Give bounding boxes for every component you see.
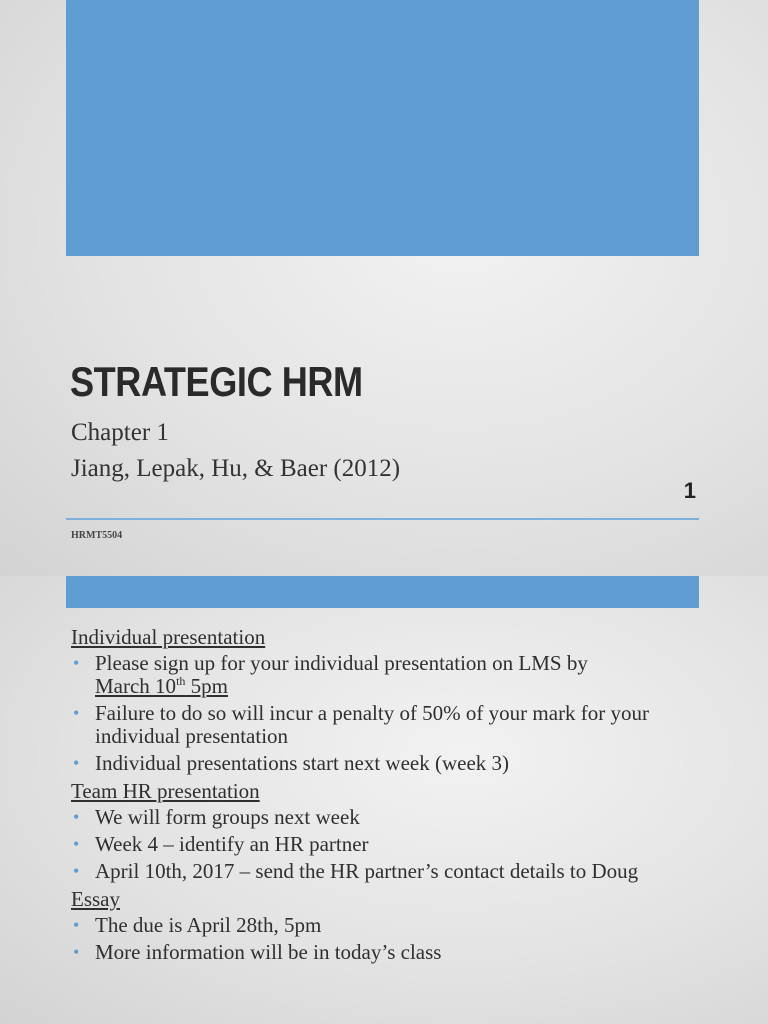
slide-subtitle-authors: Jiang, Lepak, Hu, & Baer (2012): [71, 455, 401, 482]
section-heading-essay: Essay: [71, 887, 120, 911]
list-item-text: More information will be in today’s class: [95, 940, 442, 964]
list-item-text: Please sign up for your individual presentation on LMS by: [95, 651, 588, 675]
slide-title: STRATEGIC HRM: [70, 358, 363, 405]
list-item-text: Individual presentations start next week (week 3): [95, 751, 510, 775]
list-item-text: We will form groups next week: [95, 805, 360, 829]
bullet-icon: •: [73, 753, 80, 773]
bullet-icon: •: [73, 703, 80, 723]
individual-presentation-list: [71, 652, 691, 775]
bullet-icon: •: [73, 834, 80, 854]
signup-deadline-suffix: th: [176, 674, 186, 688]
list-item: [71, 702, 691, 748]
signup-deadline-time: 5pm: [185, 674, 228, 698]
info-slide-content: [71, 623, 691, 968]
list-item-text: The due is April 28th, 5pm: [95, 913, 322, 937]
essay-list: [71, 914, 691, 964]
signup-deadline-date: March 10: [95, 674, 177, 698]
list-item: [71, 652, 691, 698]
title-slide-blue-band: [66, 0, 699, 256]
list-item: [71, 914, 691, 937]
slide-subtitle-chapter: Chapter 1: [71, 419, 169, 446]
section-heading-team-hr-presentation: Team HR presentation: [71, 779, 260, 803]
info-slide-blue-band: [66, 576, 699, 608]
info-slide: [0, 576, 768, 1024]
list-item: [71, 833, 691, 856]
section-heading-individual-presentation: Individual presentation: [71, 625, 266, 649]
bullet-icon: •: [73, 861, 80, 881]
course-code-footer: HRMT5504: [71, 530, 123, 541]
bullet-icon: •: [73, 653, 80, 673]
list-item: [71, 941, 691, 964]
list-item-text: Week 4 – identify an HR partner: [95, 832, 369, 856]
signup-deadline: [95, 674, 228, 698]
list-item: [71, 806, 691, 829]
list-item: [71, 752, 691, 775]
slide-number: 1: [683, 478, 696, 503]
bullet-icon: •: [73, 915, 80, 935]
list-item-text: Failure to do so will incur a penalty of 50% of your mark for your individual presentation: [95, 701, 650, 748]
bullet-icon: •: [73, 942, 80, 962]
team-hr-presentation-list: [71, 806, 691, 883]
list-item: [71, 860, 691, 883]
footer-divider: [66, 518, 699, 520]
list-item-text: April 10th, 2017 – send the HR partner’s contact details to Doug: [95, 859, 639, 883]
bullet-icon: •: [73, 807, 80, 827]
